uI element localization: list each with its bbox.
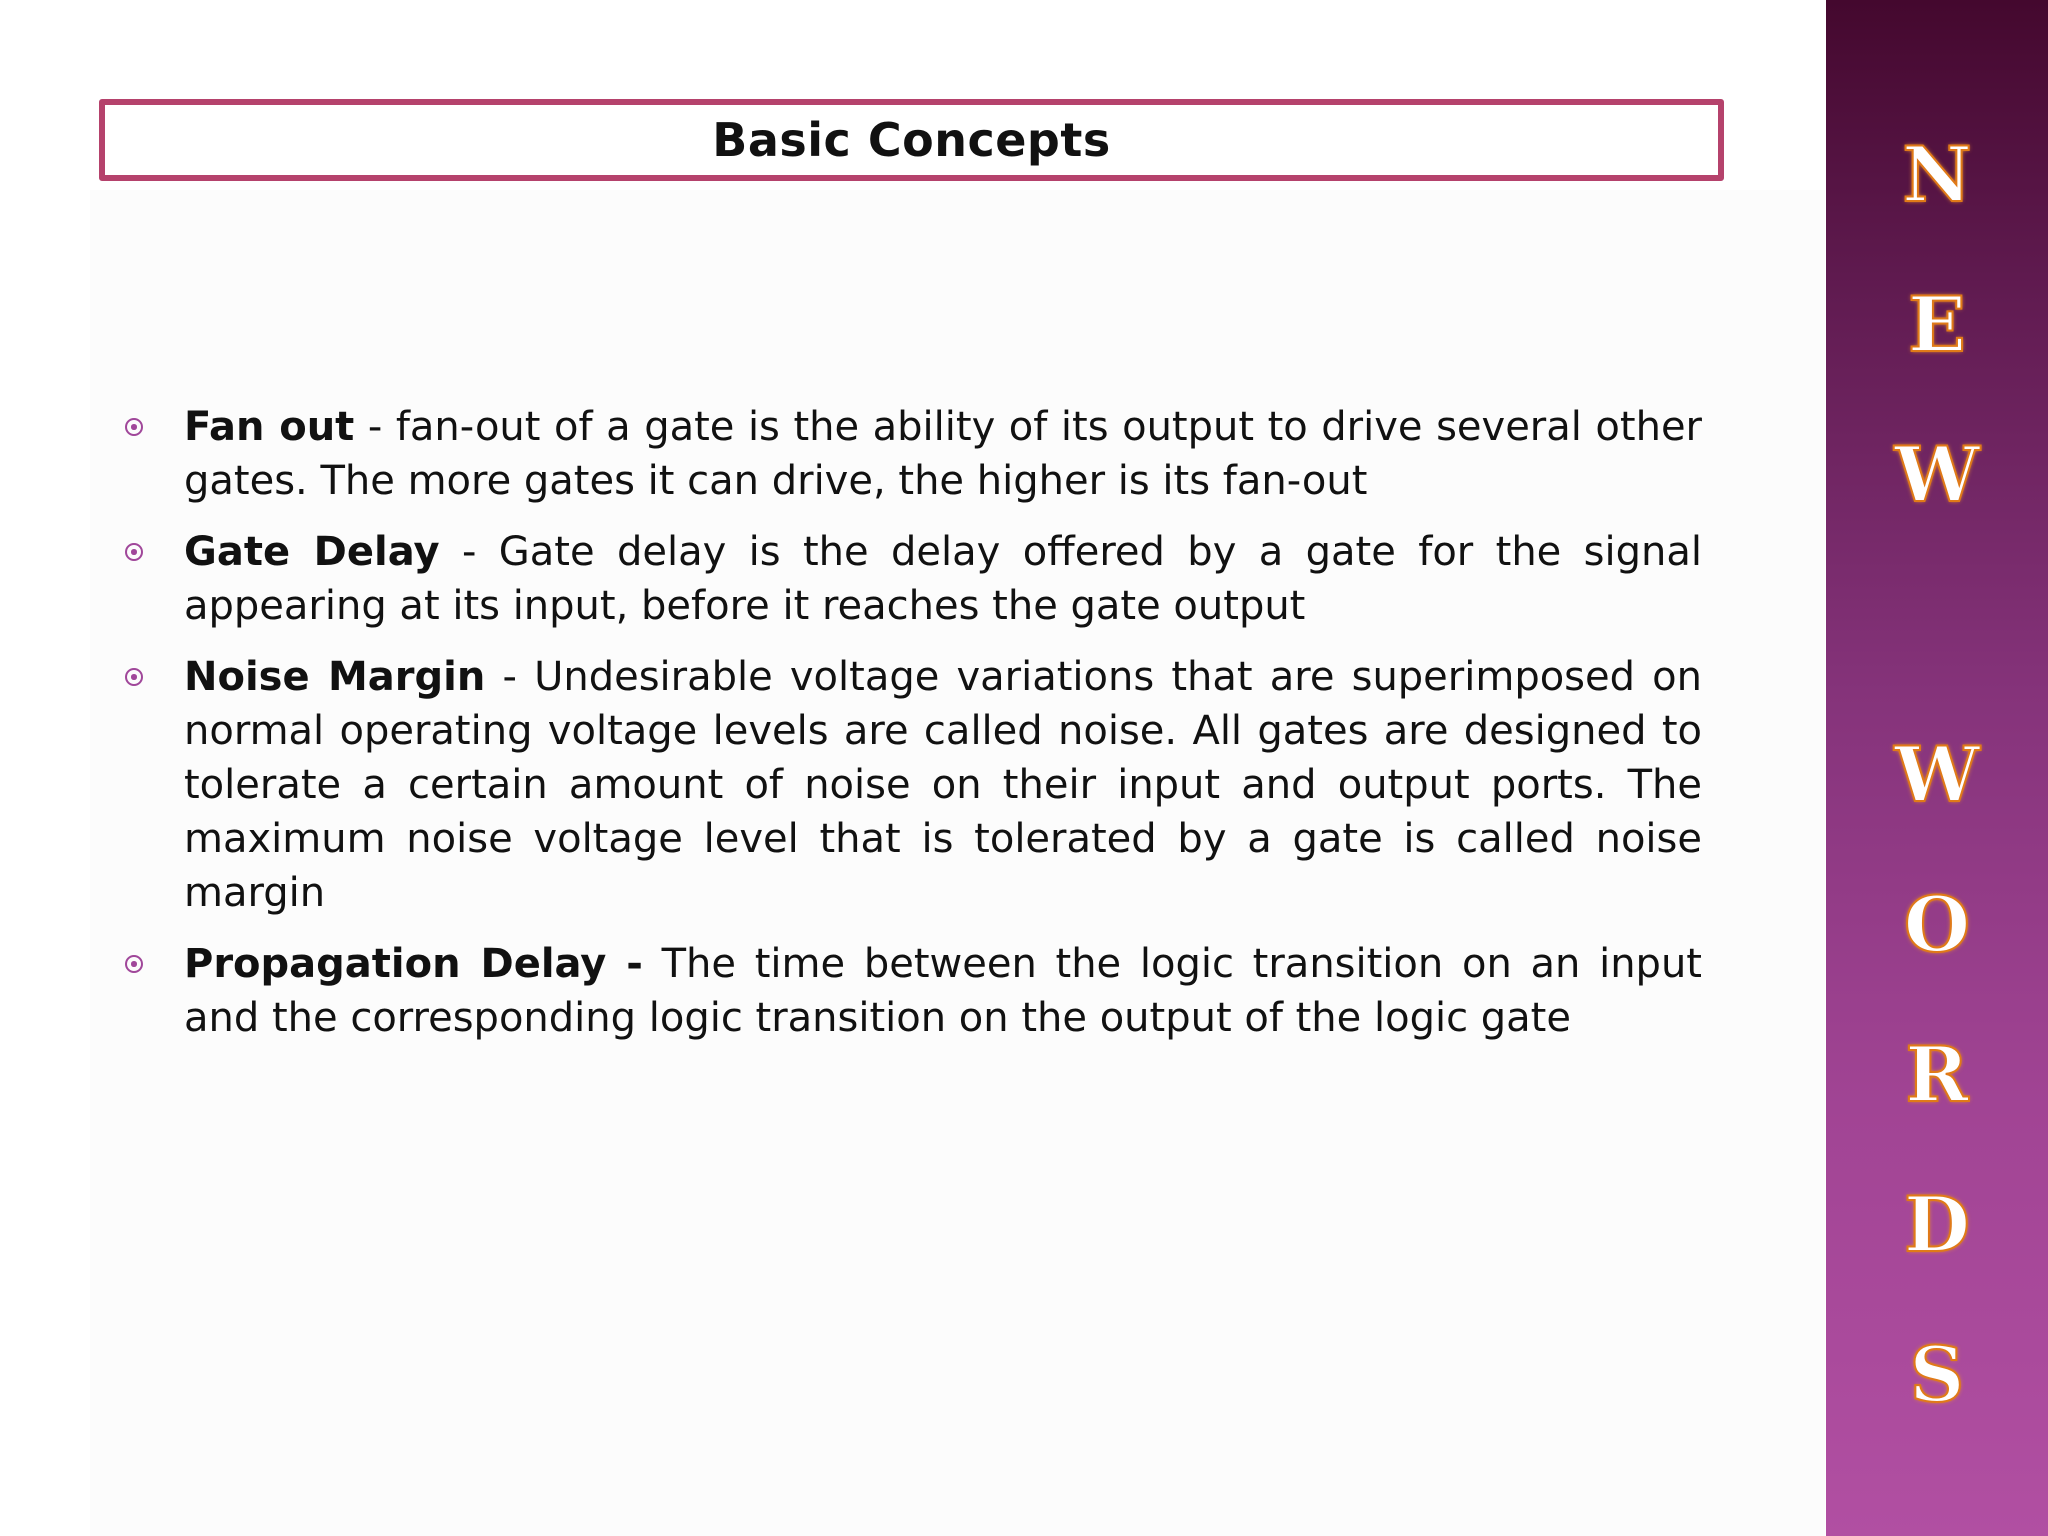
side-letter-e: E: [1908, 280, 1966, 369]
side-letter-o: O: [1903, 880, 1971, 969]
slide-title: Basic Concepts: [712, 113, 1111, 167]
new-words-side-panel: [1826, 0, 2048, 1536]
title-box: [99, 99, 1724, 181]
bullet-term: Noise Margin: [184, 654, 486, 700]
bullet-item-propagation-delay: [122, 937, 1702, 1045]
bullet-text: - Undesirable voltage variations that are superimposed on normal operating voltage levels are called noise. All gates are designed to tolerate a certain amount of noise on their input and output ports. The maximum noise voltage level that is tolerated by a gate is called noise margin: [184, 654, 1703, 916]
bullet-item-gate-delay: [122, 525, 1702, 633]
circled-dot-icon: [125, 955, 143, 973]
side-letter-n: N: [1902, 130, 1972, 219]
bullet-term: Fan out: [184, 404, 355, 450]
bullet-text: - fan-out of a gate is the ability of its output to drive several other gates. The more gates it can drive, the higher is its fan-out: [184, 404, 1702, 504]
bullet-text: The time between the logic transition on an input and the corresponding logic transition on the output of the logic gate: [184, 941, 1702, 1041]
bullet-item-fan-out: [122, 400, 1702, 508]
side-letter-r: R: [1905, 1030, 1969, 1119]
bullet-term: Propagation Delay -: [184, 941, 643, 987]
circled-dot-icon: [125, 668, 143, 686]
circled-dot-icon: [125, 543, 143, 561]
bullet-item-noise-margin: [122, 650, 1702, 920]
side-letter-s: S: [1909, 1330, 1965, 1419]
circled-dot-icon: [125, 418, 143, 436]
bullet-list: [122, 400, 1702, 1062]
side-letter-w: W: [1894, 730, 1980, 819]
bullet-text: - Gate delay is the delay offered by a gate for the signal appearing at its input, before it reaches the gate output: [184, 529, 1702, 629]
bullet-term: Gate Delay: [184, 529, 440, 575]
side-letter-d: D: [1904, 1180, 1970, 1269]
side-letter-w: W: [1894, 430, 1980, 519]
